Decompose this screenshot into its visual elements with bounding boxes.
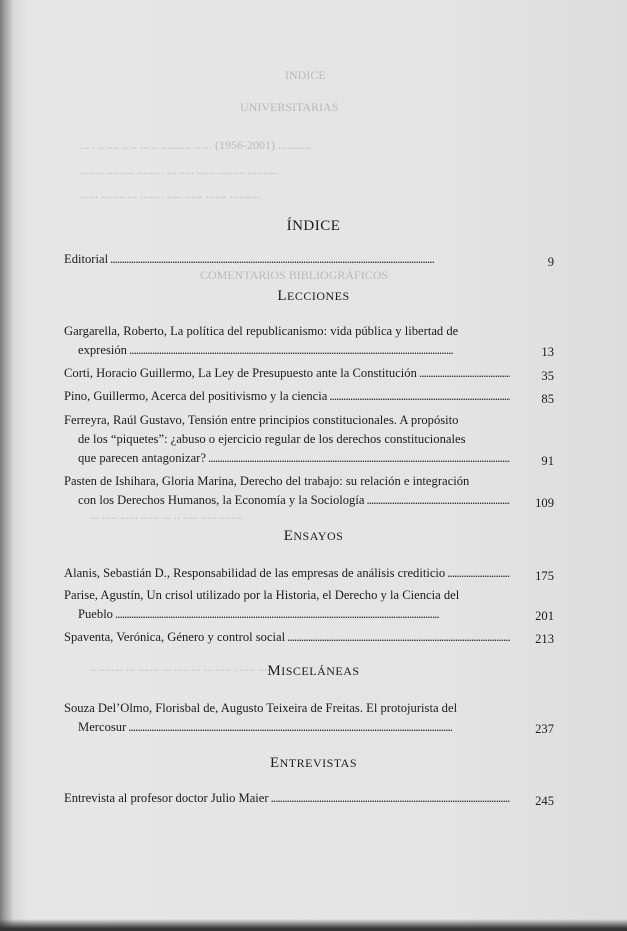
section-title-initial: L — [277, 288, 287, 304]
toc-entry-editorial — [64, 250, 512, 269]
section-heading-ensayos — [0, 528, 627, 545]
toc-entry — [64, 364, 512, 383]
section-title-rest: ISCELÁNEAS — [281, 664, 360, 678]
toc-entry — [64, 586, 512, 624]
leader-dots — [419, 364, 510, 383]
page-number: 13 — [541, 345, 554, 359]
entry-line: que parecen antagonizar? — [78, 451, 206, 465]
entry-line: Parise, Agustín, Un crisol utilizado por la Historia, el Derecho y la Ciencia del — [64, 588, 460, 602]
section-title-initial: M — [267, 663, 282, 679]
page-number: 9 — [547, 255, 554, 269]
entry-line: Ferreyra, Raúl Gustavo, Tensión entre principios constitucionales. A propósito — [64, 413, 459, 427]
entry-line: Pasten de Ishihara, Gloria Marina, Derecho del trabajo: su relación e integración — [64, 474, 470, 488]
toc-entry — [64, 387, 512, 406]
document-page: INDICE UNIVERSITARIAS ... . .. .... .. .. ... .. .......... .. ... (1956-2001) ........... ........ ......... ......... ... ..... ...... ......... .......... ...... ........ ... ........ ..... ...... ....... .......... COMENTARIOS BIBLIOGRÁFICOS ... ..... ...... ...... ... .. ..... ..... ........ .. ........ ... ....... ... ..... ... ... ..... . ..... .... ÍNDICE Editorial . . . 9 LECCIONES Gargarella, Roberto, La política del republicanismo: vida pública y libertad de expresión . . . 13 Corti, Horacio Guillermo, La Ley de Presupuesto ante la Constitución . . . 35 Pino, Guillermo, Acerca del positivismo y la ciencia . . . 85 Ferreyra, Raúl Gustavo, Tensión entre principios constitucionales. A propósito de los “piquetes”: ¿abuso o ejercicio regular de los derechos constitucionales que parecen antagonizar? . . . 91 Pasten de Ishihara, Gloria Marina, Derecho del trabajo: su relación e integración con los Derechos Humanos, la Economía y la Sociología . . . 109 ENSAYOS Alanis, Sebastián D., Responsabilidad de las empresas de análisis crediticio . . . 175 Parise, Agustín, Un crisol utilizado por la Historia, el Derecho y la Ciencia del Pueblo . . . 201 Spaventa, Verónica, Género y control social . . . 213 MISCELÁNEAS Souza Del’Olmo, Florisbal de, Augusto Teixeira de Freitas. El protojurista del Mercosur . . . 237 ENTREVISTAS Entrevista al profesor doctor Julio Maier . . . 245 — [0, 0, 627, 931]
leader-dots — [329, 387, 510, 406]
page-number: 35 — [541, 369, 554, 383]
entry-line: Alanis, Sebastián D., Responsabilidad de las empresas de análisis crediticio — [64, 566, 446, 580]
page-number: 213 — [535, 632, 554, 646]
entry-line: Pino, Guillermo, Acerca del positivismo y la ciencia — [64, 389, 328, 403]
page-number: 245 — [535, 794, 554, 808]
leader-dots — [208, 449, 510, 468]
page-number: 201 — [535, 609, 554, 623]
leader-dots — [447, 564, 510, 583]
leader-dots — [128, 718, 510, 737]
toc-entry — [64, 411, 512, 468]
toc-entry — [64, 699, 512, 737]
entry-line: Mercosur — [78, 720, 127, 734]
page-number: 175 — [535, 569, 554, 583]
page-number: 91 — [541, 454, 554, 468]
section-title-rest: NSAYOS — [293, 529, 344, 543]
entry-line: de los “piquetes”: ¿abuso o ejercicio regular de los derechos constitucionales — [78, 432, 466, 446]
section-heading-entrevistas — [0, 755, 627, 772]
section-title-rest: NTREVISTAS — [279, 756, 358, 770]
leader-dots — [110, 250, 510, 269]
toc-entry — [64, 472, 512, 510]
entry-line: con los Derechos Humanos, la Economía y la Sociología — [78, 493, 365, 507]
entry-title: Editorial — [64, 252, 109, 266]
entry-line: Souza Del’Olmo, Florisbal de, Augusto Teixeira de Freitas. El protojurista del — [64, 701, 458, 715]
leader-dots — [115, 605, 510, 624]
page-number: 237 — [535, 722, 554, 736]
entry-line: Corti, Horacio Guillermo, La Ley de Presupuesto ante la Constitución — [64, 366, 417, 380]
entry-line: expresión — [78, 343, 127, 357]
toc-entry — [64, 628, 512, 647]
page-bottom-edge — [0, 919, 627, 931]
section-title-initial: E — [283, 528, 294, 544]
leader-dots — [271, 789, 510, 808]
entry-line: Pueblo — [78, 607, 113, 621]
section-title-rest: ECCIONES — [287, 289, 350, 303]
toc-entry — [64, 564, 512, 583]
entry-line: Spaventa, Verónica, Género y control social — [64, 630, 286, 644]
section-heading-miscelaneas — [0, 663, 627, 680]
page-number: 109 — [535, 496, 554, 510]
page-number: 85 — [541, 392, 554, 406]
leader-dots — [129, 341, 510, 360]
toc-entry — [64, 322, 512, 360]
leader-dots — [366, 491, 510, 510]
section-heading-lecciones — [0, 288, 627, 305]
toc-entry — [64, 789, 512, 808]
entry-line: Entrevista al profesor doctor Julio Maier — [64, 791, 269, 805]
leader-dots — [287, 628, 510, 647]
entry-line: Gargarella, Roberto, La política del republicanismo: vida pública y libertad de — [64, 324, 459, 338]
index-title: ÍNDICE — [286, 218, 341, 234]
section-title-initial: E — [269, 755, 280, 771]
